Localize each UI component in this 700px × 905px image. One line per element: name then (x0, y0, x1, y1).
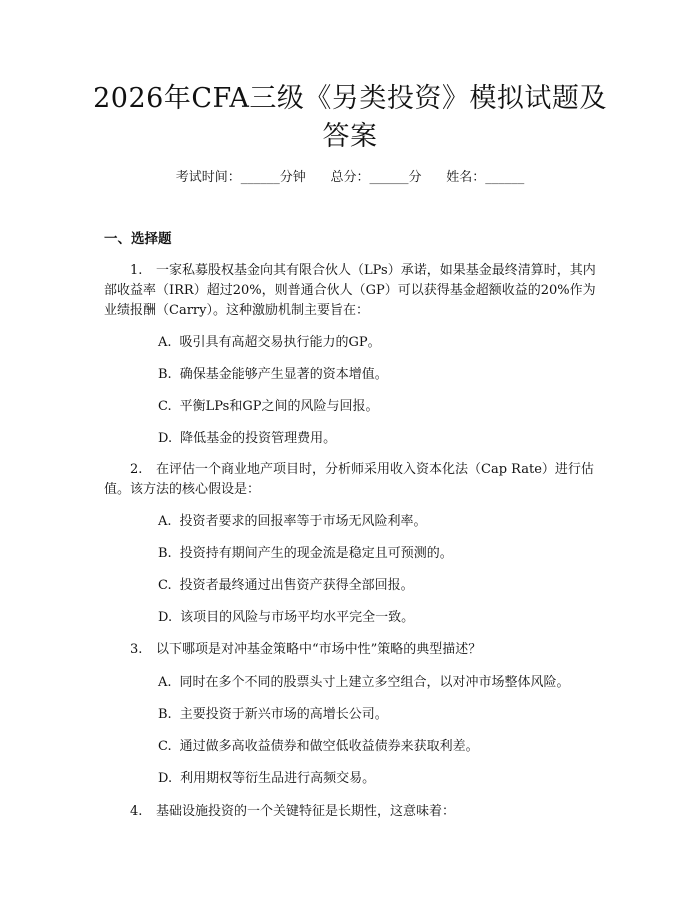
question-number: 3. (130, 642, 143, 657)
q1-option-a (158, 334, 598, 352)
exam-info-line: 考试时间：______分钟 总分：______分 姓名：______ (175, 170, 525, 185)
question-number: 2. (130, 462, 143, 477)
q3-option-a (158, 674, 598, 692)
option-letter: C. (158, 578, 172, 593)
q1-option-c (158, 398, 598, 416)
document-title: 2026年CFA三级《另类投资》模拟试题及答案 (93, 83, 607, 152)
question-4 (104, 802, 598, 822)
option-letter: D. (158, 431, 173, 446)
option-text: 利用期权等衍生品进行高频交易。 (180, 771, 376, 786)
option-text: 主要投资于新兴市场的高增长公司。 (179, 707, 388, 722)
q3-option-b (158, 706, 598, 724)
question-1 (104, 261, 598, 321)
option-letter: A. (158, 675, 172, 690)
option-text: 平衡LPs和GP之间的风险与回报。 (179, 399, 379, 414)
q1-option-b (158, 366, 598, 384)
option-text: 投资者最终通过出售资产获得全部回报。 (179, 578, 414, 593)
q2-option-a (158, 513, 598, 531)
option-letter: B. (158, 367, 172, 382)
q2-option-c (158, 577, 598, 595)
option-text: 投资持有期间产生的现金流是稳定且可预测的。 (179, 546, 453, 561)
question-text: 一家私募股权基金向其有限合伙人（LPs）承诺，如果基金最终清算时，其内部收益率（IRR）超过20%，则普通合伙人（GP）可以获得基金超额收益的20%作为业绩报酬（Carry）。这种激励机制主要旨在： (104, 263, 596, 318)
question-number: 4. (130, 804, 143, 819)
q3-option-c (158, 738, 598, 756)
option-text: 投资者要求的回报率等于市场无风险利率。 (179, 514, 427, 529)
section-heading: 一、选择题 (104, 231, 172, 247)
q3-option-d (158, 770, 598, 788)
q1-option-d (158, 430, 598, 448)
question-text: 在评估一个商业地产项目时，分析师采用收入资本化法（Cap Rate）进行估值。该方法的核心假设是： (104, 462, 594, 497)
option-letter: D. (158, 610, 173, 625)
option-letter: C. (158, 399, 172, 414)
option-letter: A. (158, 514, 172, 529)
question-text: 基础设施投资的一个关键特征是长期性，这意味着： (156, 804, 456, 819)
option-text: 通过做多高收益债券和做空低收益债券来获取利差。 (179, 739, 479, 754)
option-letter: A. (158, 335, 172, 350)
option-letter: B. (158, 546, 172, 561)
option-text: 降低基金的投资管理费用。 (180, 431, 337, 446)
option-letter: C. (158, 739, 172, 754)
option-text: 确保基金能够产生显著的资本增值。 (179, 367, 388, 382)
question-3 (104, 640, 598, 660)
option-text: 该项目的风险与市场平均水平完全一致。 (180, 610, 415, 625)
option-text: 吸引具有高超交易执行能力的GP。 (179, 335, 381, 350)
option-letter: B. (158, 707, 172, 722)
q2-option-d (158, 609, 598, 627)
option-letter: D. (158, 771, 173, 786)
option-text: 同时在多个不同的股票头寸上建立多空组合，以对冲市场整体风险。 (179, 675, 570, 690)
question-2 (104, 460, 598, 500)
q2-option-b (158, 545, 598, 563)
question-text: 以下哪项是对冲基金策略中“市场中性”策略的典型描述？ (156, 642, 482, 657)
question-number: 1. (130, 263, 143, 278)
